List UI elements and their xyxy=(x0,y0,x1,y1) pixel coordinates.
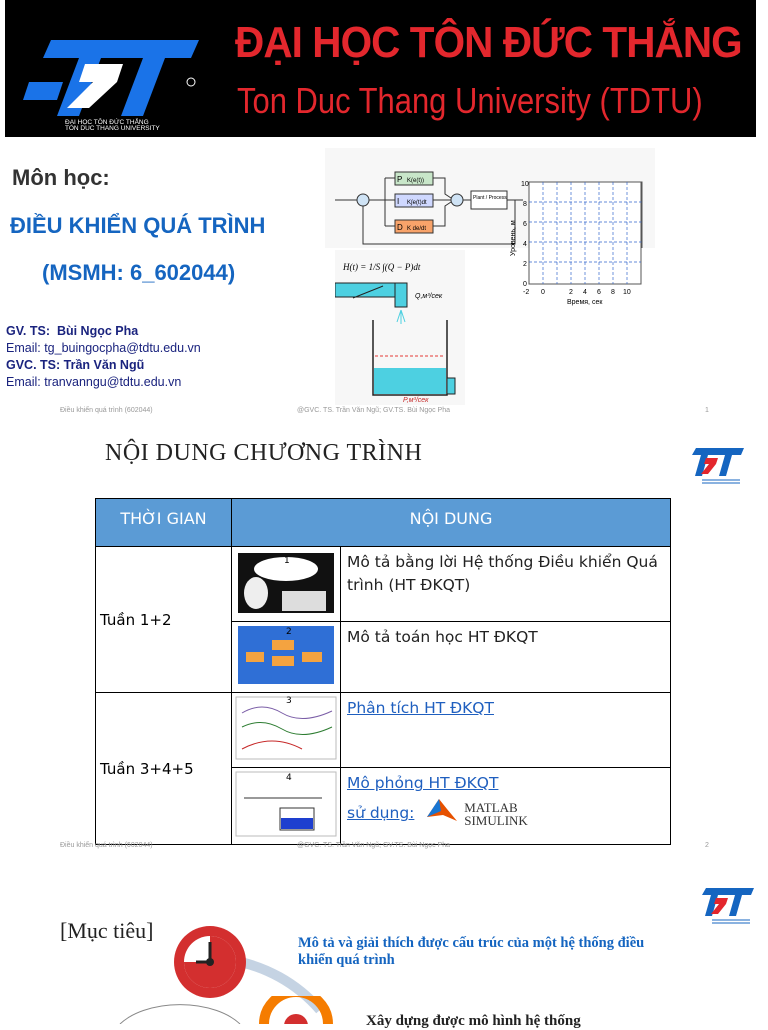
svg-text:4: 4 xyxy=(523,241,527,248)
svg-text:-2: -2 xyxy=(523,289,530,296)
slide3-title: [Mục tiêu] xyxy=(60,918,154,943)
svg-text:0: 0 xyxy=(541,289,545,296)
topic-2-text: Mô tả toán học HT ĐKQT xyxy=(341,622,671,693)
svg-text:K(e(t)): K(e(t)) xyxy=(407,178,424,184)
curriculum-table xyxy=(95,498,671,845)
slide2-page-number: 2 xyxy=(705,842,709,849)
week-3-5: Tuần 3+4+5 xyxy=(96,693,232,845)
svg-text:P,м³/сек: P,м³/сек xyxy=(403,397,429,404)
header-time: THỜI GIAN xyxy=(96,499,232,547)
lecturer-2-email[interactable]: Email: tranvanngu@tdtu.edu.vn xyxy=(6,375,182,389)
svg-text:2: 2 xyxy=(286,627,292,637)
banner-title-vn: ĐẠI HỌC TÔN ĐỨC THẮNG xyxy=(235,18,742,67)
slide1-footer-center: @GVC. TS. Trần Văn Ngũ; GV.TS. Bùi Ngọc Pha xyxy=(297,407,451,414)
svg-text:10: 10 xyxy=(623,289,631,296)
svg-text:Время, сек: Время, сек xyxy=(567,299,603,306)
tdtu-logo-small-2 xyxy=(698,880,758,930)
svg-text:K∫e(t)dt: K∫e(t)dt xyxy=(407,200,427,206)
svg-text:3: 3 xyxy=(286,696,292,706)
topic-4-image xyxy=(232,768,341,845)
topic-3-link[interactable]: Phân tích HT ĐKQT xyxy=(347,699,494,717)
svg-text:Уровень, м: Уровень, м xyxy=(510,220,517,256)
header-content: NỘI DUNG xyxy=(232,499,671,547)
topic-4-link-2[interactable]: sử dụng: xyxy=(347,804,415,823)
tdtu-logo-small xyxy=(688,440,748,490)
svg-text:2: 2 xyxy=(523,261,527,268)
topic-4-link[interactable]: Mô phỏng HT ĐKQT xyxy=(347,774,499,792)
clock-icon xyxy=(168,920,258,1000)
matlab-wordmark: MATLAB SIMULINK xyxy=(464,799,528,828)
goal-1-text: Mô tả và giải thích được cấu trúc của một hệ thống điều khiển quá trình xyxy=(298,935,645,969)
svg-text:K de/dt: K de/dt xyxy=(407,226,427,232)
topic-3-text xyxy=(341,693,671,768)
course-name: ĐIỀU KHIỂN QUÁ TRÌNH xyxy=(10,213,266,238)
goal-2-icon xyxy=(258,996,338,1024)
course-code: (MSMH: 6_602044) xyxy=(42,260,236,285)
matlab-logo xyxy=(425,795,459,832)
svg-text:4: 4 xyxy=(286,773,292,783)
svg-text:H(t) = 1/S ∫(Q − P)dt: H(t) = 1/S ∫(Q − P)dt xyxy=(343,262,421,272)
svg-text:ĐẠI HỌC TÔN ĐỨC THẮNG: ĐẠI HỌC TÔN ĐỨC THẮNG xyxy=(65,119,149,126)
goal-2-text: Xây dựng được mô hình hệ thống xyxy=(366,1013,581,1029)
svg-text:TON DUC THANG UNIVERSITY: TON DUC THANG UNIVERSITY xyxy=(65,125,160,130)
lecturer-1: GV. TS: Bùi Ngọc Pha xyxy=(6,324,139,338)
svg-text:Q,м³/сек: Q,м³/сек xyxy=(415,293,443,300)
lecturer-1-email[interactable]: Email: tg_buingocpha@tdtu.edu.vn xyxy=(6,341,201,355)
slide2-footer-left: Điều khiển quá trình (602044) xyxy=(60,842,153,849)
svg-text:Plant / Process: Plant / Process xyxy=(473,195,507,201)
matlab-icon xyxy=(425,795,459,825)
svg-text:8: 8 xyxy=(523,201,527,208)
topic-1-image xyxy=(232,547,341,622)
svg-text:10: 10 xyxy=(521,181,529,188)
course-label: Môn học: xyxy=(12,165,110,190)
svg-text:I: I xyxy=(397,197,400,206)
topic-4-text xyxy=(341,768,671,845)
slide1-page-number: 1 xyxy=(705,407,709,414)
svg-text:6: 6 xyxy=(523,221,527,228)
university-banner xyxy=(5,0,756,137)
svg-text:D: D xyxy=(397,223,403,232)
tank-figure xyxy=(335,250,465,405)
svg-text:1: 1 xyxy=(284,556,290,566)
svg-text:8: 8 xyxy=(611,289,615,296)
tdtu-logo xyxy=(23,20,203,130)
svg-text:6: 6 xyxy=(597,289,601,296)
svg-text:0: 0 xyxy=(523,281,527,288)
week-1-2: Tuần 1+2 xyxy=(96,547,232,693)
topic-1-text: Mô tả bằng lời Hệ thống Điều khiển Quá trình (HT ĐKQT) xyxy=(341,547,671,622)
svg-text:2: 2 xyxy=(569,289,573,296)
svg-text:4: 4 xyxy=(583,289,587,296)
level-chart xyxy=(505,176,655,306)
slide2-title: NỘI DUNG CHƯƠNG TRÌNH xyxy=(105,440,423,466)
slide1-footer-left: Điều khiển quá trình (602044) xyxy=(60,407,153,414)
topic-2-image xyxy=(232,622,341,693)
banner-title-en: Ton Duc Thang University (TDTU) xyxy=(237,80,703,121)
svg-text:P: P xyxy=(397,175,403,184)
slide2-footer-center: @GVC. TS. Trần Văn Ngũ; GV.TS. Bùi Ngọc Pha xyxy=(297,842,451,849)
topic-3-image xyxy=(232,693,341,768)
lecturer-2: GVC. TS: Trần Văn Ngũ xyxy=(6,358,145,372)
